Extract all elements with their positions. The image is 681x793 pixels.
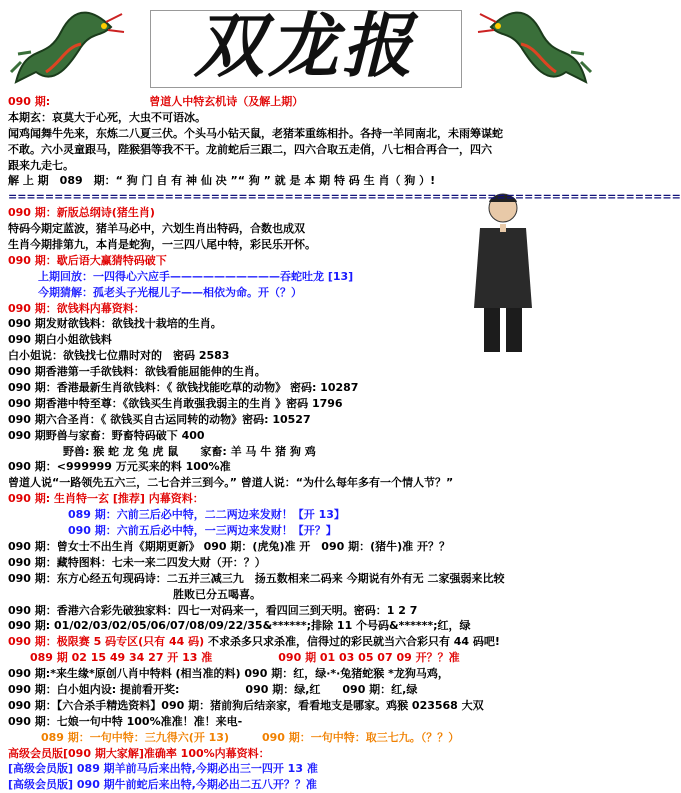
text-segment: 089 期：六前三后必中特，二二两边来发财！【开 13】 [68,508,345,522]
text-segment: 090 期：曾女士不出生肖《期期更新》 090 期：(虎兔)准 开 090 期：(猪牛)准 开？？ [8,539,450,553]
text-line [8,491,598,507]
text-line [8,507,598,523]
text-segment: 090 期：白小姐内设: 提前看开奖: 090 期：绿,红 090 期：红,绿 [8,682,418,696]
text-line [8,634,598,650]
text-segment: 生肖今期排第九，本肖是蛇狗，一三四八尾中特，彩民乐开怀。 [8,238,316,252]
text-segment: 090 期:*来生缘*原创八肖中特料 (相当准的料) 090 期：红，绿·*·兔猪蛇猴 *龙狗马鸡， [8,667,449,681]
text-segment: 090 期：<999999 万元买来的料 100%准 [8,460,231,474]
text-line [8,428,598,444]
text-segment: 090 期：【六合杀手精选资料】090 期：猪前狗后结亲家，看看地支是哪家。鸡猴 023568 大双 [8,698,484,712]
text-segment: 090 期：歇后语大赢猜特码破下 [8,253,167,267]
text-segment: 跟来九走七。 [8,158,74,172]
text-segment: 野兽: 猴 蛇 龙 兔 虎 鼠 家畜: 羊 马 牛 猪 狗 鸡 [8,444,316,458]
text-line [8,444,598,460]
text-segment: 090 期六合圣肖：《 欲钱买自古运同转的动物》密码: 10527 [8,412,311,426]
text-segment: 090 期：香港六合彩先破独家料：四七一对码来一，看四回三到天明。密码：1 2 7 [8,603,418,617]
text-line [8,603,598,619]
header-banner [0,0,602,96]
text-line [8,571,598,587]
text-segment: 特码今期定蓝波，猪羊马必中，六划生肖出特码，合数也成双 [8,222,305,236]
text-segment: 090 期：新版总纲诗(猪生肖) [8,206,155,220]
text-line [8,777,598,793]
text-segment: 解 上 期 089 期：“ 狗 门 自 有 神 仙 决 ”“ 狗 ” 就 是 本 期 特 码 生 肖（ 狗 ）! [8,174,436,188]
text-segment: 今期猜解：孤老头子光棍儿子——相依为命。开（？） [38,285,302,299]
text-line [8,126,598,142]
text-segment: [高级会员版] 090 期牛前蛇后来出特,今期必出二五八开？？准 [8,778,317,792]
text-segment: 090 期：极限赛 5 码专区(只有 44 码) [8,635,205,649]
text-line [8,253,598,269]
text-line [8,142,598,158]
text-segment: 090 期: 01/02/03/02/05/06/07/08/09/22/35&******;排除 11 个号码&******;红，绿 [8,619,471,633]
text-line [8,173,598,189]
text-segment: 090 期香港中特至尊：《欲钱买生肖敢强我弱主的生肖 》密码 1796 [8,396,343,410]
text-line [8,523,598,539]
text-segment: 090 期: [8,95,51,108]
text-segment: 090 期: 生肖特一玄 [推荐] 内幕资料： [8,492,204,506]
text-line [8,746,598,762]
text-segment: 090 期白小姐欲钱料 [8,333,112,347]
text-line [8,316,598,332]
text-segment: 不求杀多只求杀准，信得过的彩民就当六合彩只有 44 码吧! [204,635,500,649]
text-segment: 上期回放：一四得心六应手——————————吞蛇吐龙 [13] [38,269,354,283]
text-segment: 本期玄：哀莫大于心死，大虫不可语冰。 [8,110,206,124]
dragon-left-icon [6,2,126,92]
text-line [8,269,598,285]
text-segment: 曾道人中特玄机诗（及解上期） [50,95,304,108]
dragon-right-icon [476,2,596,92]
text-segment: 白小姐说：欲钱找七位鼎时对的 密码 2583 [8,349,230,363]
text-line [8,650,598,666]
text-line [8,396,598,412]
text-line [8,158,598,174]
text-line [8,94,598,110]
page-title: 双龙报 [194,4,416,87]
text-line [8,618,598,634]
text-segment: 090 期：七娘一句中特 100%准准！准！来电- [8,714,243,728]
text-line [8,730,598,746]
text-line [8,205,598,221]
text-segment: 089 期：一句中特：三九得六(开 13) 090 期：一句中特：取三七九。（？？） [8,730,460,744]
text-line [8,587,598,603]
text-line [8,364,598,380]
text-segment: [高级会员版] 089 期羊前马后来出特,今期必出三一四开 13 准 [8,762,318,776]
text-line [8,237,598,253]
text-segment: ========================================================================= [8,190,681,204]
text-line [8,285,598,301]
article-body [8,94,681,793]
text-line [8,110,598,126]
text-segment: 闻鸡闻舞牛先来，东炼二八夏三伏。个头马小钻天鼠，老猪苯重练相扑。各持一羊同南北，未雨筹谋蛇 [8,126,503,140]
text-segment: 090 期：东方心经五句现码诗：二五并三减三九 扬五数相来二码来 今期说有外有无 二家强弱来比较 [8,571,505,585]
text-segment: 090 期：欲钱料内幕资料： [8,301,145,315]
text-segment: 089 期 02 15 49 34 27 开 13 准 090 期 01 03 05 07 09 开？？准 [8,651,460,665]
text-segment: 不敢。六小灵童跟马，陛猴猖等我不干。龙前蛇后三跟二，四六合取五走俏，八七相合再合一，四六 [8,142,492,156]
text-line [8,539,598,555]
text-segment: 090 期发财欲钱料：欲钱找十栽培的生肖。 [8,317,222,331]
text-line [8,761,598,777]
text-line [8,301,598,317]
text-line [8,221,598,237]
text-line [8,189,681,205]
text-segment: 曾道人说“一路领先五六三，二七合并三到今。” 曾道人说：“为什么每年多有一个情人节？” [8,476,454,490]
text-segment: 090 期：香港最新生肖欲钱料：《 欲钱找能吃草的动物》 密码: 10287 [8,381,359,395]
text-line [8,698,598,714]
text-line [8,412,598,428]
text-segment: 090 期：六前五后必中特，一三两边来发财！【开？】 [68,524,337,538]
text-line [8,459,598,475]
text-line [8,714,598,730]
text-line [8,682,598,698]
text-line [8,666,598,682]
text-segment: 090 期：藏特图料：七未一来二四发大财（开：？） [8,555,266,569]
text-line [8,475,598,491]
text-line [8,380,598,396]
text-segment: 090 期香港第一手欲钱料：欲钱看能屈能伸的生肖。 [8,365,266,379]
text-line [8,332,598,348]
text-line [8,555,598,571]
text-segment: 胜败已分五喝喜。 [8,587,261,601]
text-line [8,348,598,364]
text-segment: 高级会员版[090 期大家解]准确率 100%内幕资料： [8,746,270,760]
text-segment: 090 期野兽与家畜：野畜特码破下 400 [8,428,205,442]
